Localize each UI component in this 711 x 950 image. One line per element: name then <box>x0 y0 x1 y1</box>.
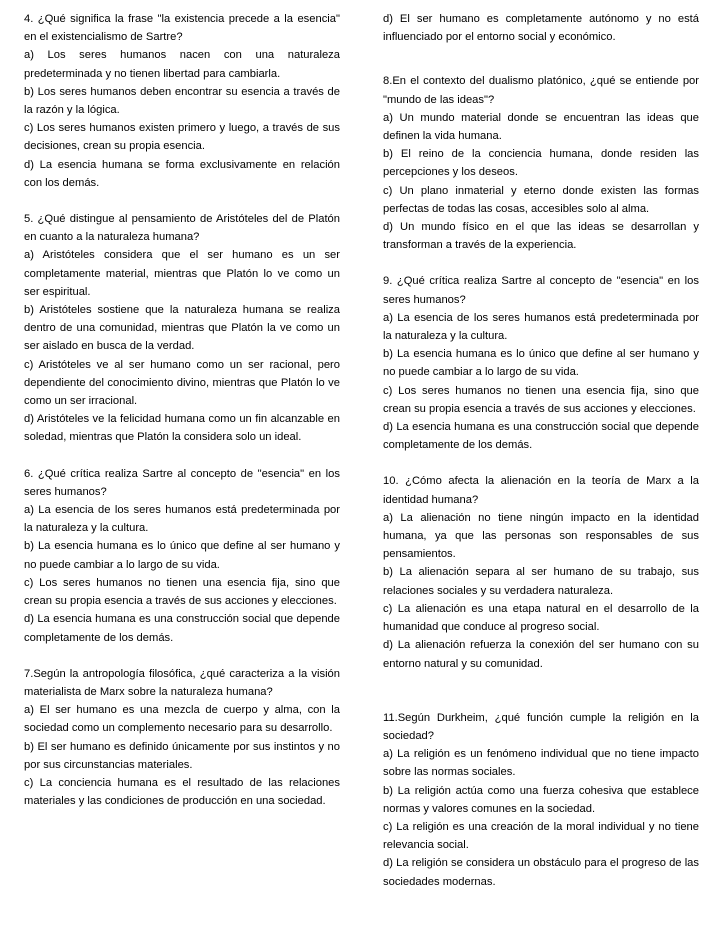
question-block <box>24 665 340 811</box>
question-stem: 7.Según la antropología filosófica, ¿qué caracteriza a la visión materialista de Marx sobre la naturaleza humana? <box>24 667 340 698</box>
answer-option: a) El ser humano es una mezcla de cuerpo y alma, con la sociedad como un complemento necesario para su desarrollo. <box>24 704 340 735</box>
question-block <box>383 10 699 46</box>
question-stem: 5. ¿Qué distingue al pensamiento de Aristóteles del de Platón en cuanto a la naturaleza humana? <box>24 213 340 244</box>
answer-option: b) El ser humano es definido únicamente por sus instintos y no por sus circunstancias materiales. <box>24 740 340 771</box>
answer-option: a) Un mundo material donde se encuentran las ideas que definen la vida humana. <box>383 111 699 143</box>
answer-option: a) La alienación no tiene ningún impacto en la identidad humana, ya que las personas son responsables de sus pensamientos. <box>383 511 699 561</box>
answer-option: c) La alienación es una etapa natural en el desarrollo de la humanidad que conduce al progreso social. <box>383 602 699 634</box>
answer-option: d) La esencia humana es una construcción social que depende completamente de los demás. <box>383 421 699 452</box>
question-block <box>383 709 699 891</box>
answer-option: a) La religión es un fenómeno individual que no tiene impacto sobre las normas sociales. <box>383 748 699 779</box>
question-block <box>24 465 340 647</box>
answer-option: a) Los seres humanos nacen con una naturaleza predeterminada y no tienen libertad para cambiarla. <box>24 49 340 80</box>
answer-option: d) La alienación refuerza la conexión del ser humano con su entorno natural y su comunidad. <box>383 639 699 670</box>
left-column <box>24 10 340 810</box>
answer-option: d) La esencia humana es una construcción social que depende completamente de los demás. <box>24 613 340 644</box>
answer-option: c) La religión es una creación de la moral individual y no tiene relevancia social. <box>383 820 699 852</box>
answer-option: b) La religión actúa como una fuerza cohesiva que establece normas y valores comunes en la sociedad. <box>383 784 699 815</box>
answer-option: d) Un mundo físico en el que las ideas se desarrollan y transforman a través de la experiencia. <box>383 221 699 252</box>
answer-option: d) La esencia humana se forma exclusivamente en relación con los demás. <box>24 158 340 189</box>
question-block <box>383 72 699 254</box>
answer-option: c) Un plano inmaterial y eterno donde existen las formas perfectas de todas las cosas, accesibles solo al alma. <box>383 184 699 215</box>
answer-option: c) Los seres humanos no tienen una esencia fija, sino que crean su propia esencia a través de sus acciones y elecciones. <box>24 576 340 608</box>
answer-option: b) La esencia humana es lo único que define al ser humano y no puede cambiar a lo largo de su vida. <box>383 348 699 379</box>
answer-option: c) La conciencia humana es el resultado de las relaciones materiales y las condiciones de producción en una sociedad. <box>24 776 340 808</box>
question-stem: 10. ¿Cómo afecta la alienación en la teoría de Marx a la identidad humana? <box>383 475 699 506</box>
answer-option: d) La religión se considera un obstáculo para el progreso de las sociedades modernas. <box>383 857 699 888</box>
answer-option: b) El reino de la conciencia humana, donde residen las percepciones y los deseos. <box>383 148 699 179</box>
answer-option: b) La esencia humana es lo único que define al ser humano y no puede cambiar a lo largo de su vida. <box>24 540 340 571</box>
question-block <box>24 10 340 192</box>
question-stem: 4. ¿Qué significa la frase "la existencia precede a la esencia" en el existencialismo de Sartre? <box>24 13 340 44</box>
answer-option: a) Aristóteles considera que el ser humano es un ser completamente material, mientras que Platón lo ve como un ser espiritual. <box>24 249 340 298</box>
question-stem: 6. ¿Qué crítica realiza Sartre al concepto de "esencia" en los seres humanos? <box>24 467 340 498</box>
answer-option: a) La esencia de los seres humanos está predeterminada por la naturaleza y la cultura. <box>383 311 699 343</box>
question-block <box>383 272 699 454</box>
question-block <box>383 472 699 672</box>
question-block <box>24 210 340 447</box>
answer-option: b) Aristóteles sostiene que la naturaleza humana se realiza dentro de una comunidad, mientras que Platón la ve como un ser aislado en busca de la verdad. <box>24 304 340 353</box>
answer-option: d) El ser humano es completamente autónomo y no está influenciado por el entorno social y económico. <box>383 13 699 44</box>
answer-option: b) Los seres humanos deben encontrar su esencia a través de la razón y la lógica. <box>24 85 340 117</box>
answer-option: d) Aristóteles ve la felicidad humana como un fin alcanzable en soledad, mientras que Platón la considera solo un ideal. <box>24 413 340 444</box>
right-column <box>383 10 699 891</box>
answer-option: c) Los seres humanos existen primero y luego, a través de sus decisiones, crean su propia esencia. <box>24 122 340 153</box>
answer-option: a) La esencia de los seres humanos está predeterminada por la naturaleza y la cultura. <box>24 504 340 535</box>
question-stem: 8.En el contexto del dualismo platónico, ¿qué se entiende por "mundo de las ideas"? <box>383 75 699 106</box>
question-stem: 11.Según Durkheim, ¿qué función cumple la religión en la sociedad? <box>383 711 699 742</box>
answer-option: b) La alienación separa al ser humano de su trabajo, sus relaciones sociales y su verdadera naturaleza. <box>383 566 699 597</box>
question-stem: 9. ¿Qué crítica realiza Sartre al concepto de "esencia" en los seres humanos? <box>383 275 699 306</box>
answer-option: c) Los seres humanos no tienen una esencia fija, sino que crean su propia esencia a través de sus acciones y elecciones. <box>383 384 699 415</box>
answer-option: c) Aristóteles ve al ser humano como un ser racional, pero dependiente del conocimiento divino, mientras que Platón lo ve como un ser irracional. <box>24 358 340 408</box>
